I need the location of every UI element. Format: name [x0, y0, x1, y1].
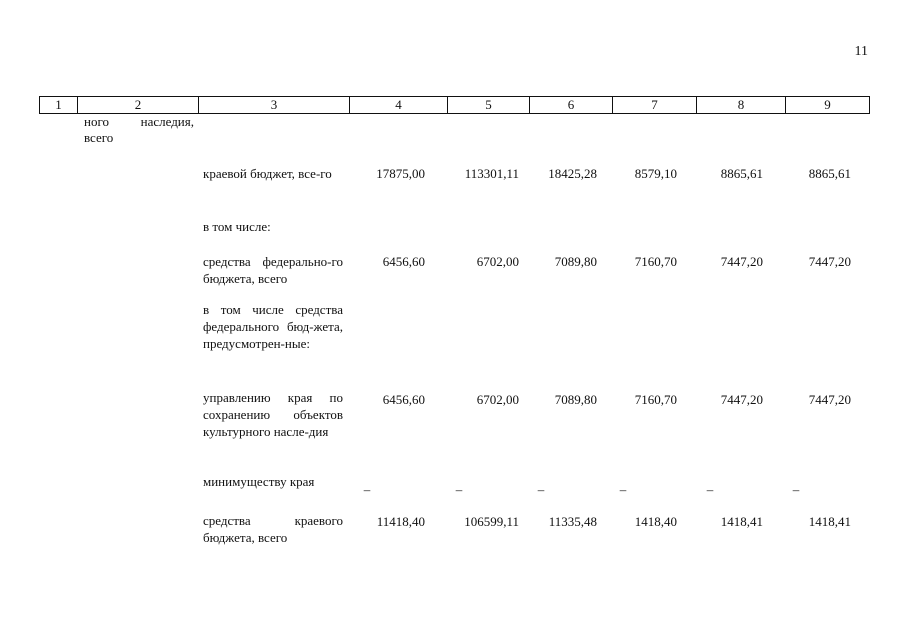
- column-number-header: [39, 96, 870, 114]
- header-col-8: 8: [697, 97, 786, 114]
- row-label-heritage-department: управлению края по сохранению объектов культурного насле-дия: [203, 390, 343, 439]
- row-value: 8579,10: [634, 166, 677, 181]
- header-col-6: 6: [530, 97, 613, 114]
- row-value: 17875,00: [376, 166, 425, 181]
- header-col-7: 7: [613, 97, 697, 114]
- header-col-1: 1: [40, 97, 78, 114]
- row-label-including: в том числе:: [203, 219, 271, 234]
- row-value-dash: –: [363, 482, 371, 497]
- row-value: 7160,70: [634, 392, 677, 407]
- header-col-2: 2: [78, 97, 199, 114]
- row-label-federal-provided: в том числе средства федерального бюд-жета, предусмотрен-ные:: [203, 302, 343, 351]
- row-value: 1418,41: [808, 514, 851, 529]
- row-value: 7447,20: [808, 254, 851, 269]
- row-value-dash: –: [455, 482, 463, 497]
- row-value: 7089,80: [554, 392, 597, 407]
- row-value-dash: –: [792, 482, 800, 497]
- row-value: 7089,80: [554, 254, 597, 269]
- row-value: 6702,00: [476, 392, 519, 407]
- row-value: 1418,41: [720, 514, 763, 529]
- row-value: 7160,70: [634, 254, 677, 269]
- header-col-9: 9: [786, 97, 870, 114]
- page-number: 11: [854, 44, 868, 59]
- header-col-3: 3: [199, 97, 350, 114]
- row-value: 18425,28: [548, 166, 597, 181]
- row-value: 7447,20: [720, 254, 763, 269]
- row-value: 6456,60: [382, 392, 425, 407]
- row-value: 8865,61: [808, 166, 851, 181]
- row-value-dash: –: [537, 482, 545, 497]
- row-value: 11335,48: [548, 514, 597, 529]
- row-value: 6456,60: [382, 254, 425, 269]
- row-value: 6702,00: [476, 254, 519, 269]
- row-value-dash: –: [619, 482, 627, 497]
- col2-continuation-text: ного наследия, всего: [84, 114, 194, 145]
- row-value: 106599,11: [464, 514, 519, 529]
- row-value: 7447,20: [808, 392, 851, 407]
- row-value: 8865,61: [720, 166, 763, 181]
- row-value: 113301,11: [464, 166, 519, 181]
- header-col-4: 4: [350, 97, 448, 114]
- row-value-dash: –: [706, 482, 714, 497]
- row-label-federal-funds: средства федерально-го бюджета, всего: [203, 254, 343, 286]
- header-col-5: 5: [448, 97, 530, 114]
- row-label-property-ministry: минимуществу края: [203, 474, 315, 489]
- row-value: 11418,40: [376, 514, 425, 529]
- row-label-regional-budget: краевой бюджет, все-го: [203, 166, 332, 181]
- row-value: 1418,40: [634, 514, 677, 529]
- row-label-regional-funds: средства краевого бюджета, всего: [203, 513, 343, 545]
- row-value: 7447,20: [720, 392, 763, 407]
